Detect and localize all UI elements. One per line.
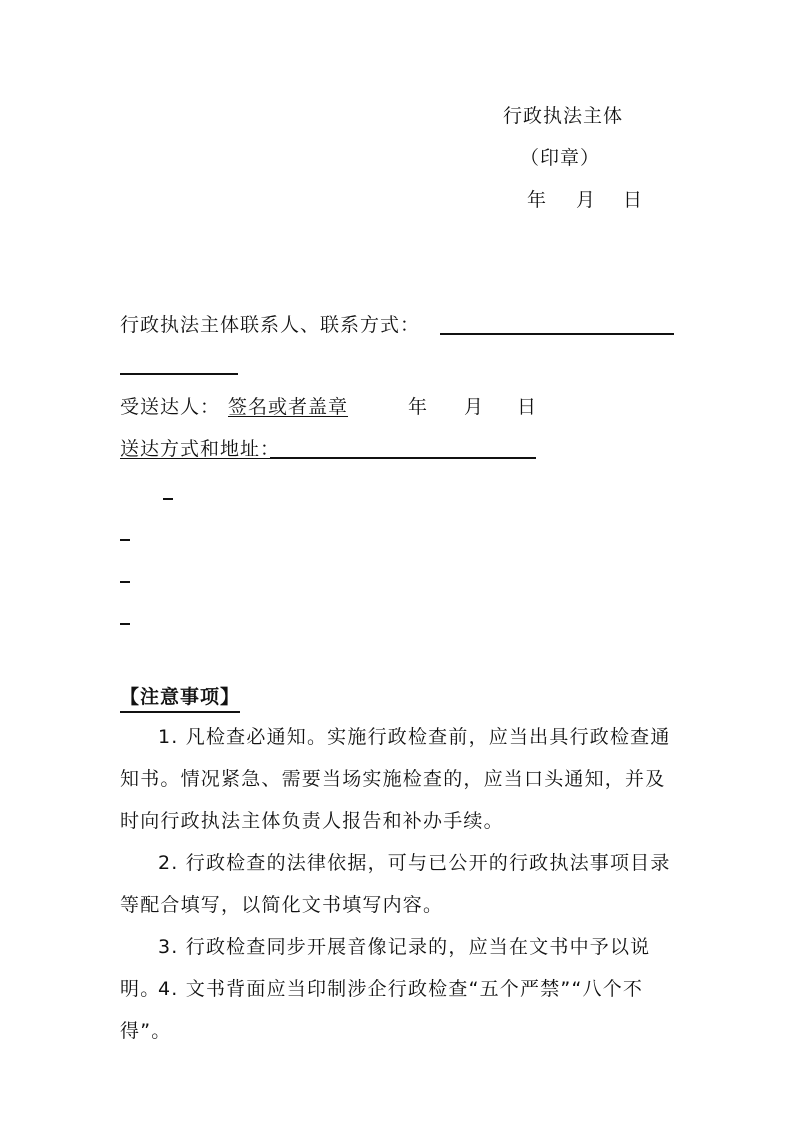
recipient-date-year: 年 <box>408 396 429 418</box>
notice-item-1: 1. 凡检查必通知。实施行政检查前，应当出具行政检查通知书。情况紧急、需要当场实施检查的，应当口头通知，并及时向行政执法主体负责人报告和补办手续。 <box>120 726 671 832</box>
blank-dash <box>120 623 130 625</box>
delivery-label: 送达方式和地址： <box>120 438 281 460</box>
issue-date-year: 年 <box>527 189 548 211</box>
issuer-label: 行政执法主体 <box>503 105 624 127</box>
contact-field-line-continued <box>120 373 238 375</box>
contact-field-line <box>440 333 674 335</box>
notice-title <box>120 685 240 709</box>
contact-label: 行政执法主体联系人、联系方式： <box>120 314 421 336</box>
blank-dash <box>120 581 130 583</box>
recipient-label: 受送达人： <box>120 396 221 418</box>
notice-item-3: 3. 行政检查同步开展音像记录的，应当在文书中予以说明。 <box>120 936 651 1000</box>
notice-item-4: 4. 文书背面应当印制涉企行政检查“五个严禁”“八个不得”。 <box>120 978 644 1042</box>
blank-dash <box>120 539 130 541</box>
recipient-date-day: 日 <box>517 396 538 418</box>
notice-title-text: 【注意事项】 <box>120 686 241 708</box>
delivery-field-line <box>270 457 536 459</box>
notice-item-2: 2. 行政检查的法律依据，可与已公开的行政执法事项目录等配合填写，以简化文书填写内容。 <box>120 852 671 916</box>
recipient-signature-field: 签名或者盖章 <box>228 396 349 418</box>
seal-label: （印章） <box>520 147 601 169</box>
blank-dash <box>163 498 173 500</box>
issue-date-month: 月 <box>576 189 597 211</box>
recipient-date-month: 月 <box>464 396 485 418</box>
issue-date-day: 日 <box>623 189 644 211</box>
